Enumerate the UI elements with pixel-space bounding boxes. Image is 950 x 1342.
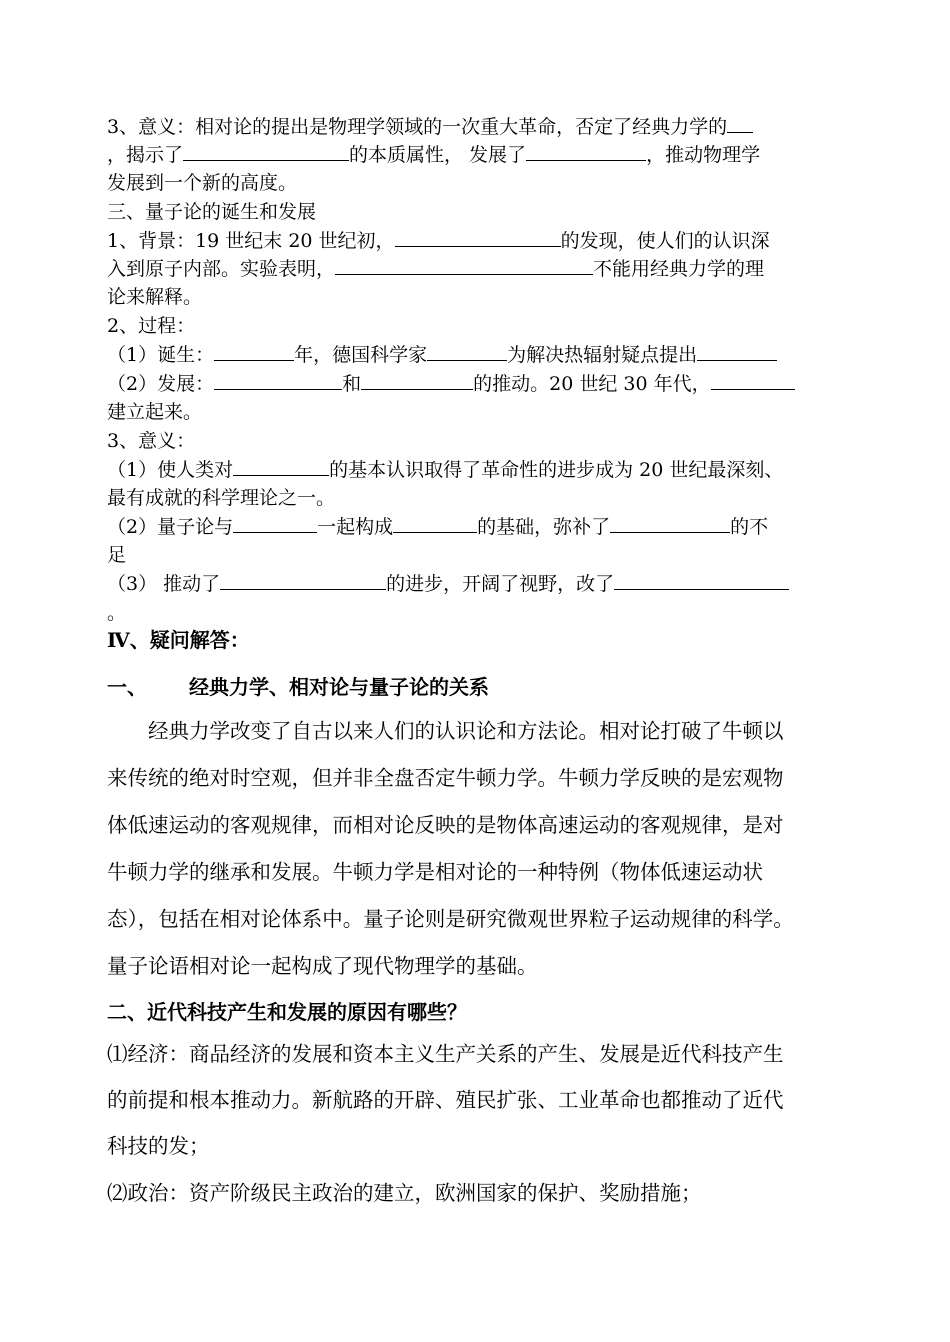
fill-blank[interactable] <box>335 256 593 275</box>
text: 3、意义：相对论的提出是物理学领域的一次重大革命，否定了经典力学的 <box>107 116 728 138</box>
process-birth <box>107 342 777 368</box>
text: ，揭示了 <box>107 144 184 166</box>
text: （1）诞生： <box>107 344 215 366</box>
fill-blank[interactable] <box>427 342 507 361</box>
q1-paragraph-line: 态），包括在相对论体系中。量子论则是研究微观世界粒子运动规律的科学。 <box>107 907 794 931</box>
background-line-3: 论来解释。 <box>107 286 203 308</box>
fill-blank[interactable] <box>233 457 329 476</box>
meaning-item-2-cont: 足 <box>107 544 127 566</box>
q1-paragraph-line: 体低速运动的客观规律，而相对论反映的是物体高速运动的客观规律，是对 <box>107 813 784 837</box>
heading-number: 一、 <box>107 675 147 699</box>
fill-blank[interactable] <box>183 142 349 161</box>
fill-blank[interactable] <box>526 142 646 161</box>
fill-blank[interactable] <box>233 514 317 533</box>
q2-paragraph-line: 科技的发； <box>107 1134 210 1158</box>
q1-paragraph-line: 量子论语相对论一起构成了现代物理学的基础。 <box>107 954 538 978</box>
qa-heading: Ⅳ、疑问解答： <box>107 628 250 652</box>
process-title: 2、过程： <box>107 315 196 337</box>
process-established: 建立起来。 <box>107 401 203 423</box>
text: 的进步，开阔了视野，改了 <box>386 573 615 595</box>
text: 为解决热辐射疑点提出 <box>507 344 698 366</box>
fill-blank[interactable] <box>361 371 473 390</box>
significance-line-1 <box>107 114 753 140</box>
text: （3） 推动了 <box>107 573 221 595</box>
fill-blank[interactable] <box>395 228 561 247</box>
q1-paragraph-line: 牛顿力学的继承和发展。牛顿力学是相对论的一种特例（物体低速运动状 <box>107 860 763 884</box>
significance-line-3: 发展到一个新的高度。 <box>107 172 298 194</box>
text: 入到原子内部。实验表明， <box>107 258 336 280</box>
text: 的本质属性， 发展了 <box>349 144 527 166</box>
text: （2）量子论与 <box>107 516 234 538</box>
background-line-1 <box>107 228 770 254</box>
fill-blank[interactable] <box>393 514 477 533</box>
text: 一起构成 <box>317 516 394 538</box>
heading-text: 经典力学、相对论与量子论的关系 <box>189 675 489 699</box>
meaning-item-1 <box>107 457 783 483</box>
q2-paragraph-line: ⑴经济：商品经济的发展和资本主义生产关系的产生、发展是近代科技产生 <box>107 1042 784 1066</box>
q1-paragraph-line: 经典力学改变了自古以来人们的认识论和方法论。相对论打破了牛顿以 <box>148 719 784 743</box>
fill-blank[interactable] <box>614 571 789 590</box>
text: （2）发展： <box>107 373 215 395</box>
q2-heading: 二、近代科技产生和发展的原因有哪些？ <box>107 1000 467 1024</box>
text: 的基础，弥补了 <box>477 516 611 538</box>
text: 的发现，使人们的认识深 <box>560 230 770 252</box>
meaning-item-3-end: 。 <box>107 602 127 624</box>
significance-line-2 <box>107 142 760 168</box>
fill-blank[interactable] <box>697 342 777 361</box>
q2-paragraph-line: ⑵政治：资产阶级民主政治的建立，欧洲国家的保护、奖励措施； <box>107 1181 702 1205</box>
q2-paragraph-line: 的前提和根本推动力。新航路的开辟、殖民扩张、工业革命也都推动了近代 <box>107 1088 784 1112</box>
text: 不能用经典力学的理 <box>593 258 765 280</box>
text: 的推动。20 世纪 30 年代， <box>473 373 711 395</box>
text: （1）使人类对 <box>107 459 234 481</box>
meaning-title: 3、意义： <box>107 430 196 452</box>
background-line-2 <box>107 256 764 282</box>
fill-blank[interactable] <box>727 114 753 133</box>
fill-blank[interactable] <box>214 342 294 361</box>
text: 年，德国科学家 <box>294 344 428 366</box>
fill-blank[interactable] <box>214 371 342 390</box>
text: 的不 <box>730 516 769 538</box>
q1-heading <box>107 673 489 701</box>
fill-blank[interactable] <box>610 514 730 533</box>
meaning-item-2 <box>107 514 768 540</box>
meaning-item-1-cont: 最有成就的科学理论之一。 <box>107 487 336 509</box>
q1-paragraph-line: 来传统的绝对时空观，但并非全盘否定牛顿力学。牛顿力学反映的是宏观物 <box>107 766 784 790</box>
fill-blank[interactable] <box>220 571 386 590</box>
text: ，推动物理学 <box>646 144 761 166</box>
text: 1、背景：19 世纪末 20 世纪初， <box>107 230 395 252</box>
process-development <box>107 371 795 397</box>
section-heading-quantum: 三、量子论的诞生和发展 <box>107 201 317 223</box>
text: 的基本认识取得了革命性的进步成为 20 世纪最深刻、 <box>329 459 784 481</box>
meaning-item-3 <box>107 571 789 597</box>
fill-blank[interactable] <box>711 371 795 390</box>
text: 和 <box>342 373 362 395</box>
